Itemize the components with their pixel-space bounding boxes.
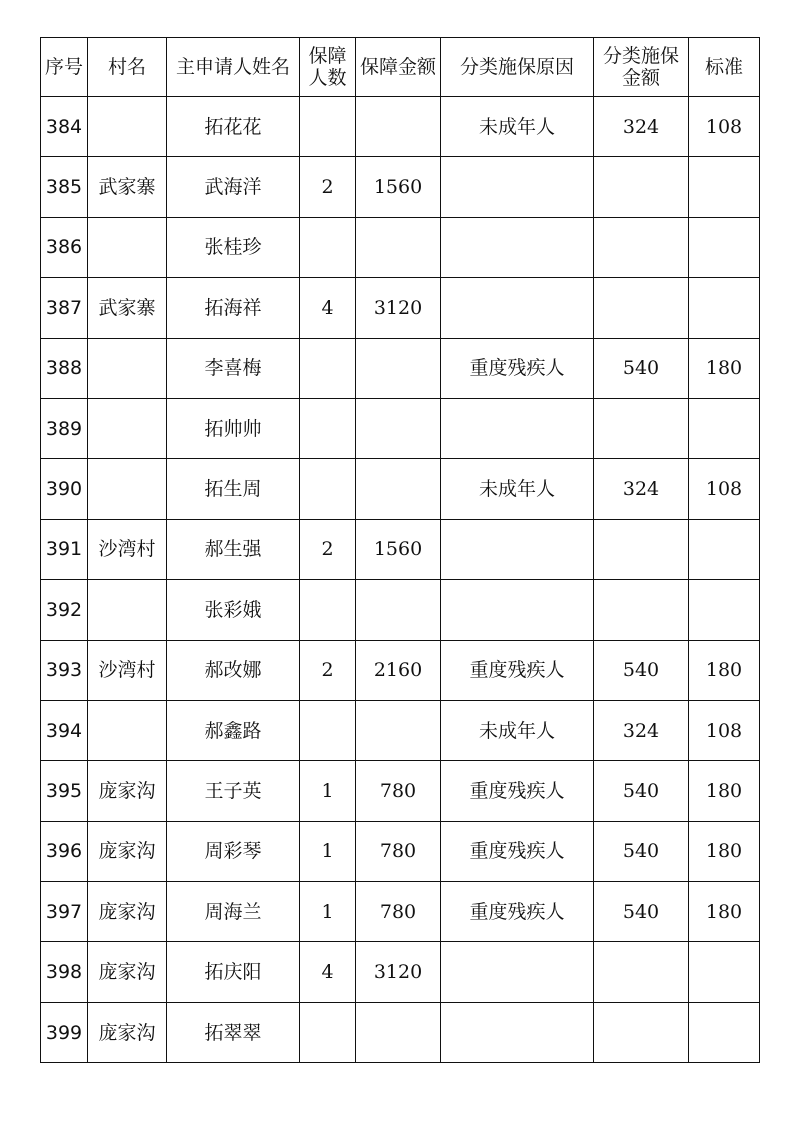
cell-classification-amount: [594, 1002, 689, 1062]
subsidy-table: [40, 37, 760, 1063]
cell-village: [88, 459, 167, 519]
cell-classification-reason: [441, 580, 594, 640]
cell-guarantee-amount: [356, 97, 441, 157]
cell-classification-amount: [594, 217, 689, 277]
cell-guarantee-amount: 780: [356, 821, 441, 881]
cell-classification-reason: 重度残疾人: [441, 882, 594, 942]
table-row: [41, 700, 760, 760]
cell-seq: 386: [41, 217, 88, 277]
cell-guarantee-count: [300, 97, 356, 157]
cell-village: [88, 97, 167, 157]
header-guarantee-amount: 保障金额: [356, 38, 441, 97]
cell-guarantee-amount: 3120: [356, 942, 441, 1002]
cell-seq: 397: [41, 882, 88, 942]
cell-seq: 392: [41, 580, 88, 640]
cell-applicant-name: 郝改娜: [167, 640, 300, 700]
cell-classification-reason: [441, 157, 594, 217]
cell-guarantee-count: [300, 459, 356, 519]
cell-seq: 389: [41, 398, 88, 458]
cell-applicant-name: 张彩娥: [167, 580, 300, 640]
cell-classification-reason: [441, 398, 594, 458]
cell-classification-amount: [594, 519, 689, 579]
cell-classification-amount: [594, 942, 689, 1002]
cell-guarantee-amount: 1560: [356, 157, 441, 217]
cell-seq: 387: [41, 278, 88, 338]
cell-guarantee-count: 2: [300, 157, 356, 217]
cell-classification-reason: 重度残疾人: [441, 640, 594, 700]
cell-classification-reason: 重度残疾人: [441, 821, 594, 881]
cell-guarantee-amount: [356, 398, 441, 458]
header-village: 村名: [88, 38, 167, 97]
cell-village: [88, 398, 167, 458]
cell-seq: 390: [41, 459, 88, 519]
table-row: [41, 882, 760, 942]
cell-classification-amount: 324: [594, 459, 689, 519]
cell-classification-amount: 324: [594, 700, 689, 760]
header-row: [41, 38, 760, 97]
cell-applicant-name: 拓翠翠: [167, 1002, 300, 1062]
cell-village: 庞家沟: [88, 1002, 167, 1062]
cell-applicant-name: 郝鑫路: [167, 700, 300, 760]
cell-classification-reason: 重度残疾人: [441, 338, 594, 398]
cell-standard: [689, 157, 760, 217]
cell-guarantee-amount: [356, 217, 441, 277]
header-classification-reason: 分类施保原因: [441, 38, 594, 97]
header-classification-amount: 分类施保金额: [594, 38, 689, 97]
cell-standard: 108: [689, 459, 760, 519]
cell-guarantee-count: [300, 1002, 356, 1062]
cell-guarantee-count: 1: [300, 761, 356, 821]
cell-guarantee-count: 4: [300, 942, 356, 1002]
table-row: [41, 278, 760, 338]
cell-applicant-name: 武海洋: [167, 157, 300, 217]
cell-village: 沙湾村: [88, 519, 167, 579]
table-row: [41, 459, 760, 519]
cell-classification-amount: 540: [594, 761, 689, 821]
cell-standard: 108: [689, 700, 760, 760]
cell-applicant-name: 王子英: [167, 761, 300, 821]
cell-classification-reason: [441, 519, 594, 579]
cell-classification-reason: 未成年人: [441, 459, 594, 519]
table-row: [41, 519, 760, 579]
cell-guarantee-amount: [356, 459, 441, 519]
cell-classification-reason: [441, 217, 594, 277]
cell-classification-reason: [441, 1002, 594, 1062]
cell-classification-amount: 540: [594, 882, 689, 942]
cell-standard: 108: [689, 97, 760, 157]
cell-village: 庞家沟: [88, 942, 167, 1002]
cell-guarantee-amount: [356, 700, 441, 760]
table-row: [41, 761, 760, 821]
cell-seq: 399: [41, 1002, 88, 1062]
cell-classification-reason: [441, 278, 594, 338]
cell-seq: 394: [41, 700, 88, 760]
cell-seq: 385: [41, 157, 88, 217]
cell-classification-amount: 540: [594, 821, 689, 881]
cell-applicant-name: 拓海祥: [167, 278, 300, 338]
table-row: [41, 821, 760, 881]
cell-standard: [689, 580, 760, 640]
cell-standard: [689, 1002, 760, 1062]
cell-standard: [689, 942, 760, 1002]
cell-applicant-name: 周海兰: [167, 882, 300, 942]
table-row: [41, 217, 760, 277]
cell-classification-reason: 未成年人: [441, 97, 594, 157]
cell-guarantee-count: 4: [300, 278, 356, 338]
cell-guarantee-amount: [356, 338, 441, 398]
cell-village: 武家寨: [88, 157, 167, 217]
cell-seq: 388: [41, 338, 88, 398]
cell-standard: [689, 398, 760, 458]
table-row: [41, 1002, 760, 1062]
table-row: [41, 398, 760, 458]
cell-seq: 396: [41, 821, 88, 881]
cell-standard: 180: [689, 761, 760, 821]
cell-applicant-name: 李喜梅: [167, 338, 300, 398]
cell-classification-amount: 540: [594, 338, 689, 398]
cell-guarantee-count: [300, 338, 356, 398]
cell-guarantee-amount: 1560: [356, 519, 441, 579]
cell-standard: 180: [689, 640, 760, 700]
cell-village: [88, 338, 167, 398]
cell-guarantee-count: [300, 398, 356, 458]
cell-guarantee-amount: 2160: [356, 640, 441, 700]
cell-classification-reason: 重度残疾人: [441, 761, 594, 821]
cell-applicant-name: 郝生强: [167, 519, 300, 579]
cell-standard: 180: [689, 821, 760, 881]
cell-standard: 180: [689, 338, 760, 398]
cell-seq: 391: [41, 519, 88, 579]
cell-applicant-name: 拓庆阳: [167, 942, 300, 1002]
cell-village: 武家寨: [88, 278, 167, 338]
cell-guarantee-amount: [356, 1002, 441, 1062]
cell-guarantee-count: 2: [300, 519, 356, 579]
cell-classification-reason: 未成年人: [441, 700, 594, 760]
cell-village: [88, 580, 167, 640]
cell-applicant-name: 张桂珍: [167, 217, 300, 277]
cell-applicant-name: 拓帅帅: [167, 398, 300, 458]
cell-guarantee-count: [300, 217, 356, 277]
table-row: [41, 338, 760, 398]
cell-classification-amount: [594, 157, 689, 217]
header-standard: 标准: [689, 38, 760, 97]
cell-village: 庞家沟: [88, 821, 167, 881]
cell-standard: [689, 278, 760, 338]
header-seq: 序号: [41, 38, 88, 97]
cell-seq: 393: [41, 640, 88, 700]
cell-village: [88, 217, 167, 277]
cell-standard: 180: [689, 882, 760, 942]
cell-applicant-name: 拓花花: [167, 97, 300, 157]
cell-guarantee-count: [300, 580, 356, 640]
header-applicant-name: 主申请人姓名: [167, 38, 300, 97]
cell-classification-amount: 540: [594, 640, 689, 700]
table-row: [41, 640, 760, 700]
cell-guarantee-amount: 3120: [356, 278, 441, 338]
cell-guarantee-count: 1: [300, 882, 356, 942]
table-row: [41, 157, 760, 217]
cell-classification-amount: 324: [594, 97, 689, 157]
cell-village: 沙湾村: [88, 640, 167, 700]
table-body: [41, 97, 760, 1063]
cell-standard: [689, 519, 760, 579]
table-row: [41, 580, 760, 640]
cell-standard: [689, 217, 760, 277]
cell-classification-amount: [594, 398, 689, 458]
cell-guarantee-amount: 780: [356, 761, 441, 821]
cell-seq: 398: [41, 942, 88, 1002]
cell-village: 庞家沟: [88, 761, 167, 821]
cell-village: 庞家沟: [88, 882, 167, 942]
cell-seq: 384: [41, 97, 88, 157]
cell-applicant-name: 周彩琴: [167, 821, 300, 881]
header-guarantee-count: 保障人数: [300, 38, 356, 97]
cell-applicant-name: 拓生周: [167, 459, 300, 519]
cell-guarantee-amount: 780: [356, 882, 441, 942]
cell-guarantee-amount: [356, 580, 441, 640]
table-header: [41, 38, 760, 97]
cell-classification-amount: [594, 580, 689, 640]
cell-village: [88, 700, 167, 760]
cell-guarantee-count: [300, 700, 356, 760]
cell-seq: 395: [41, 761, 88, 821]
table-row: [41, 97, 760, 157]
table-row: [41, 942, 760, 1002]
cell-guarantee-count: 2: [300, 640, 356, 700]
cell-classification-reason: [441, 942, 594, 1002]
cell-guarantee-count: 1: [300, 821, 356, 881]
cell-classification-amount: [594, 278, 689, 338]
